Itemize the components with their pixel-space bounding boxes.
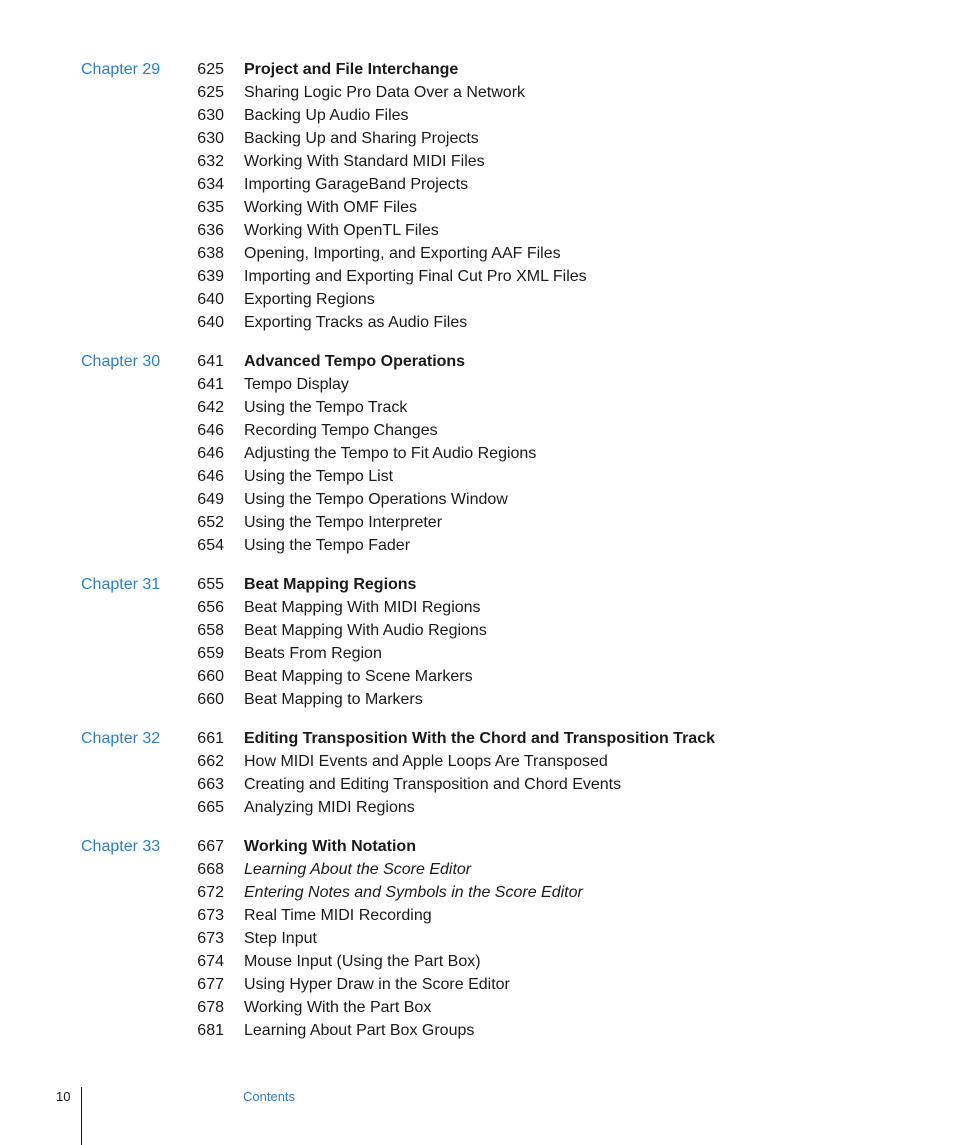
toc-entry[interactable] xyxy=(0,750,954,773)
entry-title: Beat Mapping to Markers xyxy=(244,691,423,708)
entry-title: Learning About the Score Editor xyxy=(244,861,472,878)
chapter-block xyxy=(0,835,954,1042)
entry-page-number: 639 xyxy=(197,268,224,285)
entry-title: Creating and Editing Transposition and Chord Events xyxy=(244,776,622,793)
entry-title: Learning About Part Box Groups xyxy=(244,1022,475,1039)
entry-page-number: 641 xyxy=(197,353,224,370)
entry-title: Beat Mapping With Audio Regions xyxy=(244,622,487,639)
entry-page-number: 646 xyxy=(197,445,224,462)
entry-page-number: 677 xyxy=(197,976,224,993)
toc-entry[interactable] xyxy=(0,619,954,642)
entry-title: Using Hyper Draw in the Score Editor xyxy=(244,976,510,993)
toc-entry[interactable] xyxy=(0,81,954,104)
entry-title: Sharing Logic Pro Data Over a Network xyxy=(244,84,526,101)
entry-page-number: 632 xyxy=(197,153,224,170)
entry-page-number: 674 xyxy=(197,953,224,970)
toc-entry[interactable] xyxy=(0,242,954,265)
toc-entry[interactable] xyxy=(0,373,954,396)
toc-entry[interactable] xyxy=(0,973,954,996)
toc-entry[interactable] xyxy=(0,534,954,557)
entry-page-number: 662 xyxy=(197,753,224,770)
chapter-title-row[interactable] xyxy=(0,835,954,858)
entry-title: Importing and Exporting Final Cut Pro XML Files xyxy=(244,268,587,285)
entry-title: Backing Up and Sharing Projects xyxy=(244,130,479,147)
toc-entry[interactable] xyxy=(0,665,954,688)
toc-entry[interactable] xyxy=(0,950,954,973)
entry-page-number: 660 xyxy=(197,691,224,708)
entry-title: Tempo Display xyxy=(244,376,349,393)
entry-page-number: 640 xyxy=(197,291,224,308)
entry-page-number: 668 xyxy=(197,861,224,878)
entry-title: Working With Notation xyxy=(244,838,416,855)
entry-title: Using the Tempo Operations Window xyxy=(244,491,508,508)
entry-title: How MIDI Events and Apple Loops Are Transposed xyxy=(244,753,608,770)
toc-entry[interactable] xyxy=(0,642,954,665)
entry-page-number: 636 xyxy=(197,222,224,239)
footer-section-label: Contents xyxy=(243,1089,296,1104)
entry-title: Exporting Regions xyxy=(244,291,375,308)
entry-title: Editing Transposition With the Chord and Transposition Track xyxy=(244,730,715,747)
entry-page-number: 646 xyxy=(197,422,224,439)
toc-entry[interactable] xyxy=(0,127,954,150)
entry-page-number: 667 xyxy=(197,838,224,855)
entry-title: Using the Tempo Interpreter xyxy=(244,514,443,531)
entry-page-number: 665 xyxy=(197,799,224,816)
entry-page-number: 655 xyxy=(197,576,224,593)
entry-page-number: 652 xyxy=(197,514,224,531)
toc-entry[interactable] xyxy=(0,904,954,927)
entry-page-number: 663 xyxy=(197,776,224,793)
entry-title: Step Input xyxy=(244,930,317,947)
chapter-block xyxy=(0,727,954,819)
page-number: 10 xyxy=(56,1089,71,1104)
chapter-block xyxy=(0,573,954,711)
entry-page-number: 673 xyxy=(197,907,224,924)
chapter-title-row[interactable] xyxy=(0,350,954,373)
entry-title: Backing Up Audio Files xyxy=(244,107,409,124)
toc-entry[interactable] xyxy=(0,488,954,511)
entry-title: Opening, Importing, and Exporting AAF Files xyxy=(244,245,561,262)
entry-title: Beat Mapping With MIDI Regions xyxy=(244,599,481,616)
chapter-title-row[interactable] xyxy=(0,727,954,750)
toc-entry[interactable] xyxy=(0,596,954,619)
entry-title: Project and File Interchange xyxy=(244,61,459,78)
entry-page-number: 656 xyxy=(197,599,224,616)
entry-title: Adjusting the Tempo to Fit Audio Regions xyxy=(244,445,537,462)
entry-page-number: 642 xyxy=(197,399,224,416)
entry-page-number: 654 xyxy=(197,537,224,554)
toc-entry[interactable] xyxy=(0,1019,954,1042)
toc-entry[interactable] xyxy=(0,311,954,334)
toc-entry[interactable] xyxy=(0,219,954,242)
toc-entry[interactable] xyxy=(0,881,954,904)
entry-page-number: 659 xyxy=(197,645,224,662)
toc-entry[interactable] xyxy=(0,465,954,488)
chapter-block xyxy=(0,58,954,334)
entry-title: Exporting Tracks as Audio Files xyxy=(244,314,468,331)
entry-title: Recording Tempo Changes xyxy=(244,422,438,439)
entry-title: Real Time MIDI Recording xyxy=(244,907,432,924)
footer-divider xyxy=(81,1087,82,1145)
entry-title: Using the Tempo Fader xyxy=(244,537,411,554)
entry-page-number: 625 xyxy=(197,84,224,101)
chapter-label[interactable]: Chapter 33 xyxy=(81,838,161,855)
toc-entry[interactable] xyxy=(0,419,954,442)
toc-entry[interactable] xyxy=(0,927,954,950)
chapter-label[interactable]: Chapter 31 xyxy=(81,576,161,593)
toc-entry[interactable] xyxy=(0,288,954,311)
toc-entry[interactable] xyxy=(0,104,954,127)
entry-title: Working With Standard MIDI Files xyxy=(244,153,485,170)
entry-page-number: 673 xyxy=(197,930,224,947)
entry-page-number: 635 xyxy=(197,199,224,216)
toc-entry[interactable] xyxy=(0,196,954,219)
entry-title: Beats From Region xyxy=(244,645,382,662)
entry-page-number: 634 xyxy=(197,176,224,193)
entry-page-number: 658 xyxy=(197,622,224,639)
entry-page-number: 660 xyxy=(197,668,224,685)
chapter-label[interactable]: Chapter 29 xyxy=(81,61,161,78)
entry-page-number: 638 xyxy=(197,245,224,262)
entry-page-number: 625 xyxy=(197,61,224,78)
chapter-block xyxy=(0,350,954,557)
chapter-title-row[interactable] xyxy=(0,58,954,81)
table-of-contents xyxy=(0,58,954,1058)
entry-title: Working With OMF Files xyxy=(244,199,418,216)
toc-entry[interactable] xyxy=(0,396,954,419)
entry-page-number: 640 xyxy=(197,314,224,331)
entry-title: Beat Mapping to Scene Markers xyxy=(244,668,473,685)
entry-page-number: 649 xyxy=(197,491,224,508)
toc-entry[interactable] xyxy=(0,796,954,819)
entry-title: Using the Tempo List xyxy=(244,468,394,485)
entry-title: Working With the Part Box xyxy=(244,999,432,1016)
entry-page-number: 681 xyxy=(197,1022,224,1039)
entry-title: Analyzing MIDI Regions xyxy=(244,799,415,816)
entry-title: Working With OpenTL Files xyxy=(244,222,439,239)
toc-entry[interactable] xyxy=(0,265,954,288)
entry-page-number: 661 xyxy=(197,730,224,747)
entry-title: Importing GarageBand Projects xyxy=(244,176,469,193)
entry-page-number: 672 xyxy=(197,884,224,901)
chapter-title-row[interactable] xyxy=(0,573,954,596)
chapter-label[interactable]: Chapter 32 xyxy=(81,730,161,747)
toc-entry[interactable] xyxy=(0,996,954,1019)
toc-entry[interactable] xyxy=(0,173,954,196)
chapter-label[interactable]: Chapter 30 xyxy=(81,353,161,370)
toc-entry[interactable] xyxy=(0,773,954,796)
entry-page-number: 646 xyxy=(197,468,224,485)
toc-entry[interactable] xyxy=(0,511,954,534)
toc-entry[interactable] xyxy=(0,858,954,881)
entry-title: Advanced Tempo Operations xyxy=(244,353,466,370)
entry-title: Beat Mapping Regions xyxy=(244,576,417,593)
toc-entry[interactable] xyxy=(0,688,954,711)
entry-page-number: 630 xyxy=(197,130,224,147)
entry-title: Entering Notes and Symbols in the Score Editor xyxy=(244,884,583,901)
entry-page-number: 641 xyxy=(197,376,224,393)
entry-page-number: 678 xyxy=(197,999,224,1016)
entry-page-number: 630 xyxy=(197,107,224,124)
toc-entry[interactable] xyxy=(0,442,954,465)
entry-title: Mouse Input (Using the Part Box) xyxy=(244,953,481,970)
entry-title: Using the Tempo Track xyxy=(244,399,408,416)
toc-entry[interactable] xyxy=(0,150,954,173)
